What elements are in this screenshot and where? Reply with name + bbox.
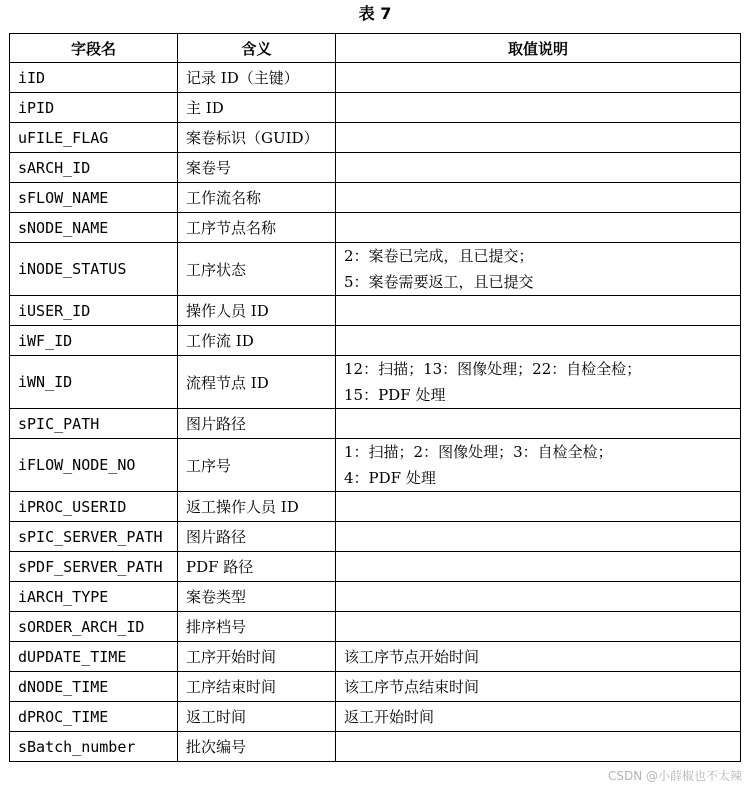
value-description-cell bbox=[336, 522, 741, 552]
meaning-cell: 案卷类型 bbox=[178, 582, 336, 612]
table-row bbox=[10, 612, 741, 642]
field-name-cell: sARCH_ID bbox=[10, 153, 178, 183]
field-name-cell: dUPDATE_TIME bbox=[10, 642, 178, 672]
column-header-meaning: 含义 bbox=[178, 34, 336, 63]
column-header-field: 字段名 bbox=[10, 34, 178, 63]
table-row bbox=[10, 702, 741, 732]
value-description-cell bbox=[336, 93, 741, 123]
meaning-cell: 流程节点 ID bbox=[178, 356, 336, 409]
meaning-cell: 案卷号 bbox=[178, 153, 336, 183]
meaning-cell: 工序开始时间 bbox=[178, 642, 336, 672]
value-description-cell bbox=[336, 356, 741, 409]
table-row bbox=[10, 243, 741, 296]
meaning-cell: 案卷标识（GUID） bbox=[178, 123, 336, 153]
meaning-cell: 批次编号 bbox=[178, 732, 336, 762]
column-header-values: 取值说明 bbox=[336, 34, 741, 63]
table-row bbox=[10, 582, 741, 612]
meaning-cell: 返工时间 bbox=[178, 702, 336, 732]
value-description-cell bbox=[336, 183, 741, 213]
value-description-cell bbox=[336, 439, 741, 492]
field-name-cell: dPROC_TIME bbox=[10, 702, 178, 732]
watermark: CSDN @小薛椒也不太辣 bbox=[607, 769, 742, 783]
table-row bbox=[10, 672, 741, 702]
value-line: 4：PDF 处理 bbox=[344, 469, 436, 487]
meaning-cell: 工作流名称 bbox=[178, 183, 336, 213]
table-row bbox=[10, 552, 741, 582]
meaning-cell: 图片路径 bbox=[178, 522, 336, 552]
field-name-cell: iNODE_STATUS bbox=[10, 243, 178, 296]
meaning-cell: 工序状态 bbox=[178, 243, 336, 296]
value-description-cell bbox=[336, 326, 741, 356]
field-name-cell: sORDER_ARCH_ID bbox=[10, 612, 178, 642]
field-name-cell: dNODE_TIME bbox=[10, 672, 178, 702]
value-description-cell bbox=[336, 243, 741, 296]
field-name-cell: iFLOW_NODE_NO bbox=[10, 439, 178, 492]
value-description-cell bbox=[336, 296, 741, 326]
meaning-cell: 工作流 ID bbox=[178, 326, 336, 356]
value-description-cell bbox=[336, 702, 741, 732]
table-row bbox=[10, 642, 741, 672]
meaning-cell: 图片路径 bbox=[178, 409, 336, 439]
value-line: 该工序节点结束时间 bbox=[344, 677, 480, 696]
field-name-cell: sNODE_NAME bbox=[10, 213, 178, 243]
value-description-cell bbox=[336, 552, 741, 582]
table-row bbox=[10, 439, 741, 492]
table-row bbox=[10, 326, 741, 356]
meaning-cell: 记录 ID（主键） bbox=[178, 63, 336, 93]
table-row bbox=[10, 183, 741, 213]
field-name-cell: iID bbox=[10, 63, 178, 93]
table-row bbox=[10, 409, 741, 439]
value-line: 15：PDF 处理 bbox=[344, 386, 446, 404]
meaning-cell: 操作人员 ID bbox=[178, 296, 336, 326]
header-row bbox=[10, 34, 741, 63]
value-description-cell bbox=[336, 642, 741, 672]
field-name-cell: sPIC_PATH bbox=[10, 409, 178, 439]
table-row bbox=[10, 522, 741, 552]
field-name-cell: iWN_ID bbox=[10, 356, 178, 409]
meaning-cell: 排序档号 bbox=[178, 612, 336, 642]
field-name-cell: iWF_ID bbox=[10, 326, 178, 356]
meaning-cell: 主 ID bbox=[178, 93, 336, 123]
table-row bbox=[10, 63, 741, 93]
value-line: 该工序节点开始时间 bbox=[344, 647, 480, 666]
table-body bbox=[10, 63, 741, 762]
value-description-cell bbox=[336, 612, 741, 642]
table-caption: 表 7 bbox=[358, 4, 392, 23]
value-line: 2：案卷已完成，且已提交； bbox=[344, 247, 534, 265]
table-row bbox=[10, 93, 741, 123]
meaning-cell: PDF 路径 bbox=[178, 552, 336, 582]
value-line: 返工开始时间 bbox=[344, 707, 435, 726]
meaning-cell: 工序节点名称 bbox=[178, 213, 336, 243]
field-name-cell: sPDF_SERVER_PATH bbox=[10, 552, 178, 582]
field-name-cell: iPROC_USERID bbox=[10, 492, 178, 522]
meaning-cell: 返工操作人员 ID bbox=[178, 492, 336, 522]
table-row bbox=[10, 153, 741, 183]
value-description-cell bbox=[336, 213, 741, 243]
value-description-cell bbox=[336, 492, 741, 522]
field-name-cell: uFILE_FLAG bbox=[10, 123, 178, 153]
value-description-cell bbox=[336, 582, 741, 612]
value-description-cell bbox=[336, 153, 741, 183]
table-row bbox=[10, 123, 741, 153]
meaning-cell: 工序结束时间 bbox=[178, 672, 336, 702]
meaning-cell: 工序号 bbox=[178, 439, 336, 492]
value-line: 12：扫描；13：图像处理；22：自检全检； bbox=[344, 360, 642, 378]
value-description-cell bbox=[336, 63, 741, 93]
value-description-cell bbox=[336, 672, 741, 702]
value-description-cell bbox=[336, 732, 741, 762]
field-name-cell: iARCH_TYPE bbox=[10, 582, 178, 612]
field-table bbox=[9, 33, 741, 762]
field-name-cell: sPIC_SERVER_PATH bbox=[10, 522, 178, 552]
table-row bbox=[10, 732, 741, 762]
table-row bbox=[10, 213, 741, 243]
table-row bbox=[10, 492, 741, 522]
value-description-cell bbox=[336, 123, 741, 153]
field-name-cell: iUSER_ID bbox=[10, 296, 178, 326]
table-row bbox=[10, 296, 741, 326]
field-name-cell: iPID bbox=[10, 93, 178, 123]
value-line: 5：案卷需要返工，且已提交 bbox=[344, 273, 534, 291]
field-name-cell: sBatch_number bbox=[10, 732, 178, 762]
value-description-cell bbox=[336, 409, 741, 439]
field-name-cell: sFLOW_NAME bbox=[10, 183, 178, 213]
table-row bbox=[10, 356, 741, 409]
value-line: 1：扫描；2：图像处理；3：自检全检； bbox=[344, 443, 613, 461]
